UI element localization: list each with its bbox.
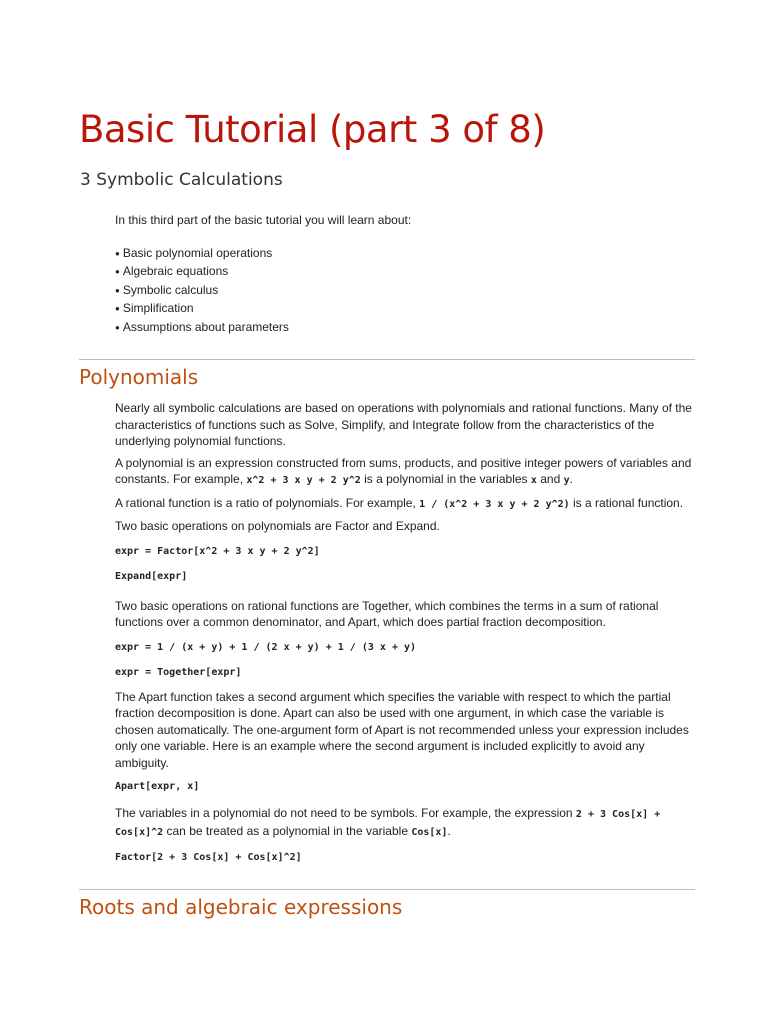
section-heading-polynomials: Polynomials [79, 365, 199, 389]
intro-section [115, 212, 695, 337]
paragraph: Nearly all symbolic calculations are based on operations with polynomials and rational functions. Many of the characteristics of functions such as Solve, Simplify, and Integrate follow from the characteristics of the underlying polynomial functions. [115, 401, 692, 448]
inline-code: x [530, 475, 537, 486]
code-input: expr = Factor[x^2 + 3 x y + 2 y^2] [115, 545, 320, 557]
section-divider [79, 889, 695, 890]
page-title: Basic Tutorial (part 3 of 8) [79, 108, 546, 151]
code-input: Expand[expr] [115, 571, 188, 582]
paragraph: Two basic operations on polynomials are Factor and Expand. [115, 519, 440, 533]
inline-code: y [563, 475, 570, 486]
paragraph: The variables in a polynomial do not need to be symbols. For example, the expression 2 + 3 Cos[x] + Cos[x]^2 can be treated as a polynomial in the variable Cos[x]. [115, 805, 661, 838]
inline-code: 2 + 3 Cos[x] + Cos[x]^2 [115, 808, 661, 838]
inline-code: x^2 + 3 x y + 2 y^2 [246, 475, 361, 486]
inline-code: Cos[x] [411, 827, 448, 838]
paragraph: Two basic operations on rational functions are Together, which combines the terms in a sum of rational functions over a common denominator, and Apart, which does partial fraction decomposition. [115, 598, 659, 629]
code-input: Apart[expr, x] [115, 781, 200, 792]
paragraph: A polynomial is an expression constructed from sums, products, and positive integer powers of variables and constants. For example, x^2 + 3 x y + 2 y^2 is a polynomial in the variables x and y. [115, 455, 692, 486]
paragraph: A rational function is a ratio of polynomials. For example, 1 / (x^2 + 3 x y + 2 y^2) is a rational function. [115, 495, 684, 510]
section-divider [79, 359, 695, 360]
topic-item: ● Simplification [115, 300, 695, 319]
topic-list [115, 245, 695, 338]
paragraph: The Apart function takes a second argument which specifies the variable with respect to which the partial fraction decomposition is done. Apart can also be used with one argument, in which case the variable is chosen automatically. The one-argument form of Apart is not recommended unless your expression includes only one variable. Here is an example where the second argument is included explicitly to avoid any ambiguity. [115, 689, 689, 770]
polynomials-section [115, 400, 695, 875]
topic-item: ● Assumptions about parameters [115, 319, 695, 338]
intro-text: In this third part of the basic tutorial you will learn about: [115, 213, 412, 227]
code-input: expr = 1 / (x + y) + 1 / (2 x + y) + 1 / (3 x + y) [115, 641, 417, 653]
inline-code: 1 / (x^2 + 3 x y + 2 y^2) [419, 498, 570, 510]
topic-item: ● Basic polynomial operations [115, 245, 695, 264]
section-heading-roots: Roots and algebraic expressions [79, 895, 403, 919]
page-subtitle: 3 Symbolic Calculations [80, 170, 283, 190]
code-input: expr = Together[expr] [115, 667, 242, 678]
topic-item: ● Algebraic equations [115, 263, 695, 282]
topic-item: ● Symbolic calculus [115, 282, 695, 301]
code-input: Factor[2 + 3 Cos[x] + Cos[x]^2] [115, 851, 302, 863]
